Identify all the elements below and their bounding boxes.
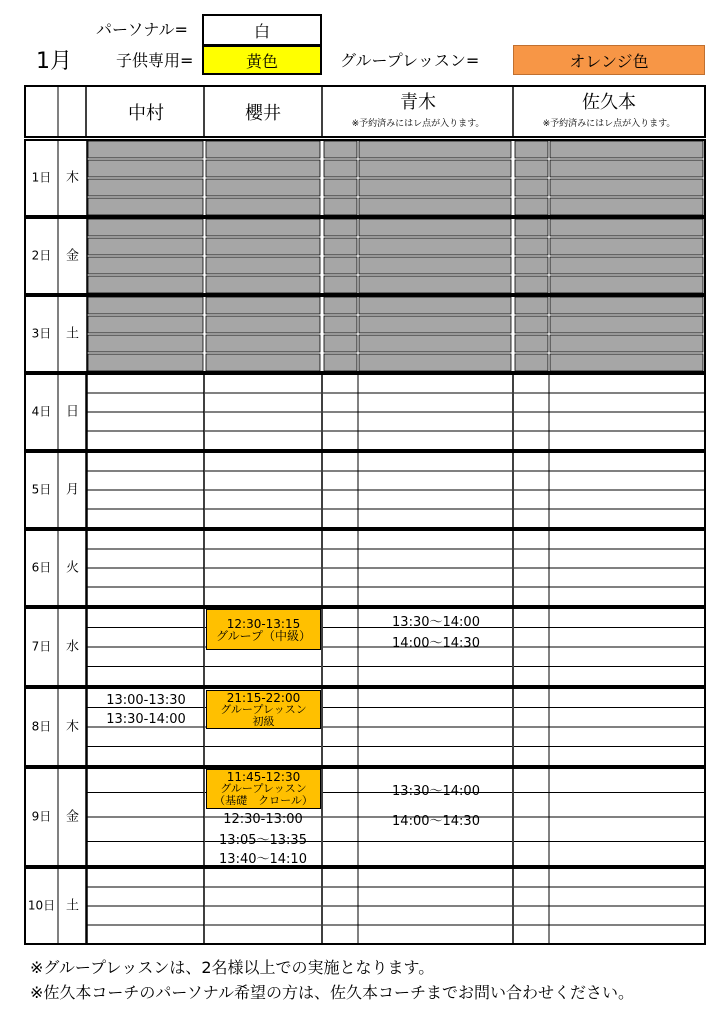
closed-slot bbox=[88, 198, 203, 215]
closed-slot bbox=[88, 297, 203, 314]
column-header-sakumoto: 佐久本 bbox=[582, 92, 636, 113]
personal-legend-label: パーソナル= bbox=[96, 20, 188, 39]
closed-slot bbox=[515, 316, 548, 333]
slot-level: 初級 bbox=[252, 714, 275, 728]
kids-legend-label: 子供専用= bbox=[116, 51, 194, 70]
closed-slot bbox=[206, 179, 320, 196]
closed-slot bbox=[515, 179, 548, 196]
closed-slot bbox=[515, 160, 548, 177]
closed-slot bbox=[206, 141, 320, 158]
closed-slot bbox=[324, 276, 357, 293]
closed-slot bbox=[324, 179, 357, 196]
closed-slot bbox=[88, 160, 203, 177]
closed-slot bbox=[206, 354, 320, 371]
closed-slot bbox=[324, 160, 357, 177]
day-date: 2日 bbox=[31, 248, 52, 263]
group-legend-label: グループレッスン= bbox=[340, 51, 480, 70]
closed-slot bbox=[88, 354, 203, 371]
closed-slot bbox=[550, 354, 703, 371]
closed-slot bbox=[515, 335, 548, 352]
day-date: 10日 bbox=[27, 898, 56, 913]
personal-legend-swatch: 白 bbox=[202, 14, 322, 46]
closed-slot bbox=[88, 335, 203, 352]
closed-slot bbox=[359, 276, 511, 293]
closed-slot bbox=[550, 198, 703, 215]
closed-slot bbox=[359, 335, 511, 352]
day-weekday: 土 bbox=[65, 326, 80, 342]
closed-slot bbox=[359, 179, 511, 196]
closed-slot bbox=[88, 141, 203, 158]
closed-slot bbox=[206, 160, 320, 177]
closed-slot bbox=[88, 238, 203, 255]
closed-slot bbox=[324, 257, 357, 274]
closed-slot bbox=[88, 257, 203, 274]
slot-time: 12:30-13:15 bbox=[226, 616, 301, 631]
closed-slot bbox=[359, 354, 511, 371]
closed-slot bbox=[324, 316, 357, 333]
closed-slot bbox=[550, 219, 703, 236]
closed-slot bbox=[550, 257, 703, 274]
group-lesson-slot[interactable] bbox=[206, 690, 321, 729]
aoki-slot[interactable]: 13:30～14:00 bbox=[392, 614, 480, 630]
closed-slot bbox=[324, 219, 357, 236]
closed-slot bbox=[206, 316, 320, 333]
group-lesson-slot[interactable] bbox=[206, 769, 321, 809]
sakurai-slot[interactable]: 13:05～13:35 bbox=[219, 832, 307, 848]
closed-slot bbox=[359, 297, 511, 314]
day-weekday: 土 bbox=[65, 898, 80, 914]
day-weekday: 金 bbox=[65, 248, 80, 264]
footnote-sakumoto: ※佐久本コーチのパーソナル希望の方は、佐久本コーチまでお問い合わせください。 bbox=[30, 983, 634, 1002]
day-weekday: 木 bbox=[65, 170, 80, 186]
closed-slot bbox=[550, 316, 703, 333]
nakamura-slot[interactable]: 13:30-14:00 bbox=[106, 711, 186, 727]
day-date: 9日 bbox=[31, 809, 52, 824]
day-date: 4日 bbox=[31, 404, 52, 419]
closed-slot bbox=[515, 141, 548, 158]
aoki-slot[interactable]: 14:00～14:30 bbox=[392, 813, 480, 829]
slot-title: グループ（中級） bbox=[215, 628, 312, 643]
aoki-slot[interactable]: 13:30～14:00 bbox=[392, 783, 480, 799]
closed-slot bbox=[324, 141, 357, 158]
slot-time: 21:15-22:00 bbox=[226, 690, 301, 705]
closed-slot bbox=[550, 238, 703, 255]
closed-slot bbox=[550, 160, 703, 177]
closed-slot bbox=[324, 238, 357, 255]
closed-slot bbox=[359, 141, 511, 158]
sakurai-slot[interactable]: 13:40～14:10 bbox=[219, 851, 307, 867]
nakamura-slot[interactable]: 13:00-13:30 bbox=[106, 692, 186, 708]
closed-slot bbox=[550, 141, 703, 158]
day-weekday: 火 bbox=[65, 560, 80, 576]
slot-title: グループレッスン bbox=[220, 782, 307, 795]
slot-title: グループレッスン bbox=[220, 702, 307, 716]
closed-slot bbox=[550, 179, 703, 196]
column-note-aoki: ※予約済みにはレ点が入ります。 bbox=[351, 118, 485, 129]
closed-slot bbox=[515, 198, 548, 215]
kids-legend-swatch: 黄色 bbox=[202, 45, 322, 75]
closed-slot bbox=[324, 198, 357, 215]
day-date: 6日 bbox=[31, 560, 52, 575]
day-weekday: 水 bbox=[65, 639, 80, 655]
day-weekday: 日 bbox=[65, 404, 80, 420]
closed-slot bbox=[88, 219, 203, 236]
closed-slot bbox=[515, 257, 548, 274]
day-weekday: 木 bbox=[65, 719, 80, 735]
closed-slot bbox=[515, 354, 548, 371]
closed-slot bbox=[515, 276, 548, 293]
closed-slot bbox=[359, 238, 511, 255]
aoki-slot[interactable]: 14:00～14:30 bbox=[392, 635, 480, 651]
closed-slot bbox=[88, 316, 203, 333]
day-date: 3日 bbox=[31, 326, 52, 341]
closed-slot bbox=[88, 179, 203, 196]
closed-slot bbox=[550, 297, 703, 314]
month-label: 1月 bbox=[36, 49, 72, 74]
closed-slot bbox=[88, 276, 203, 293]
closed-slot bbox=[206, 257, 320, 274]
closed-slot bbox=[359, 160, 511, 177]
closed-slot bbox=[324, 335, 357, 352]
closed-slot bbox=[550, 276, 703, 293]
column-note-sakumoto: ※予約済みにはレ点が入ります。 bbox=[542, 118, 676, 129]
closed-slot bbox=[359, 198, 511, 215]
day-date: 1日 bbox=[31, 170, 52, 185]
closed-slot bbox=[206, 198, 320, 215]
day-date: 7日 bbox=[31, 639, 52, 654]
column-header-sakurai: 櫻井 bbox=[245, 103, 281, 124]
closed-slot bbox=[206, 297, 320, 314]
slot-time: 11:45-12:30 bbox=[226, 770, 301, 784]
closed-slot bbox=[359, 257, 511, 274]
day-weekday: 月 bbox=[65, 482, 80, 498]
column-header-aoki: 青木 bbox=[400, 92, 436, 113]
group-legend-swatch: オレンジ色 bbox=[513, 45, 705, 75]
footnote-group: ※グループレッスンは、2名様以上での実施となります。 bbox=[30, 958, 435, 977]
closed-slot bbox=[324, 354, 357, 371]
day-weekday: 金 bbox=[65, 809, 80, 825]
day-date: 5日 bbox=[31, 482, 52, 497]
slot-level: （基礎 クロール） bbox=[214, 794, 313, 807]
closed-slot bbox=[515, 219, 548, 236]
closed-slot bbox=[206, 219, 320, 236]
sakurai-slot[interactable]: 12:30-13:00 bbox=[223, 811, 303, 827]
closed-slot bbox=[550, 335, 703, 352]
closed-slot bbox=[515, 297, 548, 314]
closed-slot bbox=[359, 219, 511, 236]
closed-slot bbox=[515, 238, 548, 255]
day-date: 8日 bbox=[31, 719, 52, 734]
closed-slot bbox=[206, 238, 320, 255]
closed-slot bbox=[206, 276, 320, 293]
group-lesson-slot[interactable] bbox=[206, 609, 321, 650]
column-header-nakamura: 中村 bbox=[128, 103, 164, 124]
closed-slot bbox=[359, 316, 511, 333]
closed-slot bbox=[324, 297, 357, 314]
closed-slot bbox=[206, 335, 320, 352]
